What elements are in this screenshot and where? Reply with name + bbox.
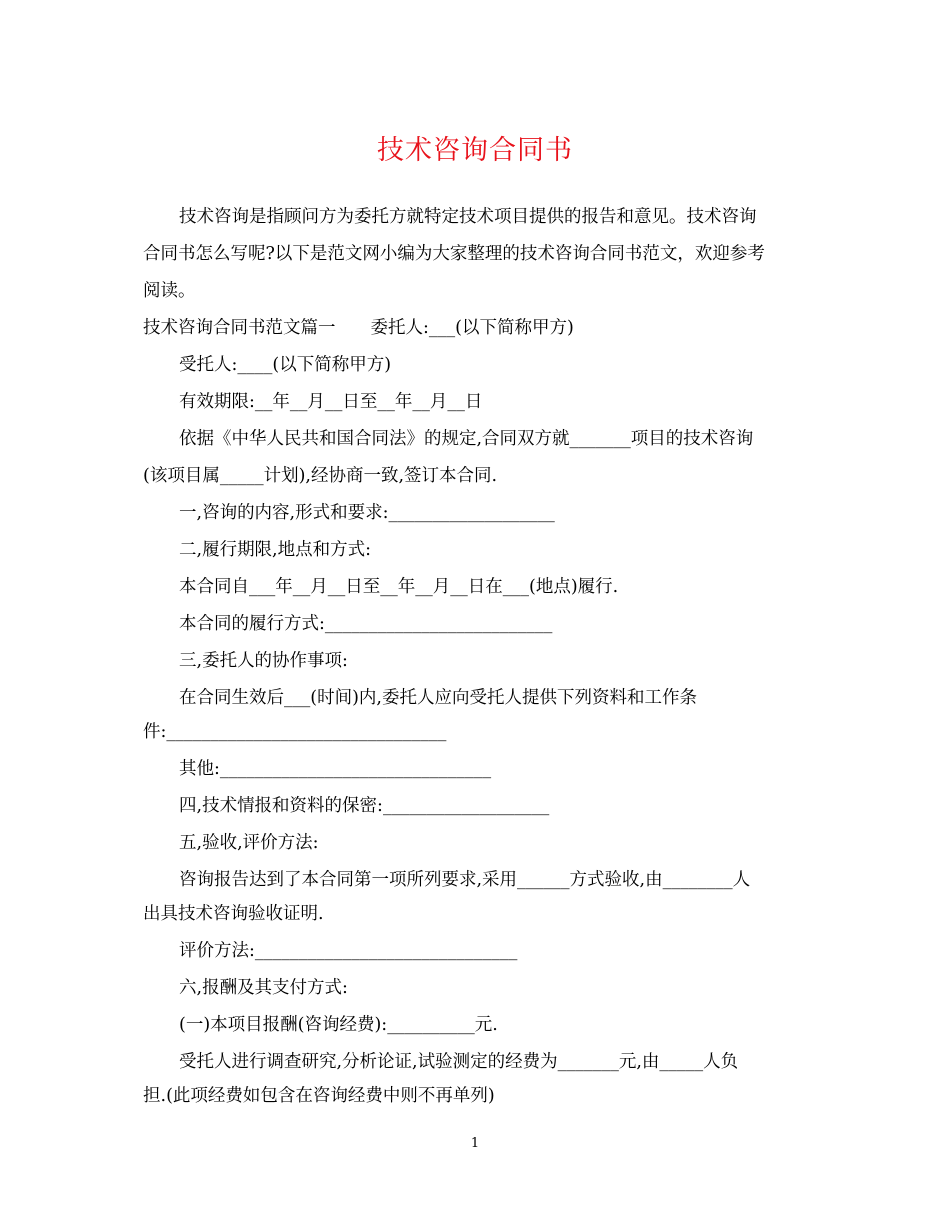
clause-2-period: 本合同自___年__月__日至__年__月__日在___(地点)履行. <box>179 577 619 597</box>
clause-5-line-2: 出具技术咨询验收证明. <box>143 904 324 924</box>
intro-line-1: 技术咨询是指顾问方为委托方就特定技术项目提供的报告和意见。技术咨询 <box>179 207 757 227</box>
clause-3-other: 其他:_______________________________ <box>179 759 492 779</box>
section-heading-client: 技术咨询合同书范文篇一 委托人:___(以下简称甲方) <box>143 318 574 338</box>
contractor-line: 受托人:____(以下简称甲方) <box>179 355 392 375</box>
evaluation-method-line: 评价方法:______________________________ <box>179 941 518 961</box>
clause-3-line-1: 在合同生效后___(时间)内,委托人应向受托人提供下列资料和工作条 <box>179 688 697 708</box>
legal-basis-line-1: 依据《中华人民共和国合同法》的规定,合同双方就_______项目的技术咨询 <box>179 429 754 449</box>
clause-2-method: 本合同的履行方式:__________________________ <box>179 614 553 634</box>
document-title: 技术咨询合同书 <box>377 135 573 166</box>
clause-5-line-1: 咨询报告达到了本合同第一项所列要求,采用______方式验收,由________人 <box>179 870 751 890</box>
clause-1-content: 一,咨询的内容,形式和要求:___________________ <box>179 503 555 523</box>
clause-5-heading: 五,验收,评价方法: <box>179 833 319 853</box>
clause-6-expense-line-1: 受托人进行调查研究,分析论证,试验测定的经费为_______元,由_____人负 <box>179 1052 739 1072</box>
clause-6-fee-line: (一)本项目报酬(咨询经费):__________元. <box>179 1015 498 1035</box>
legal-basis-line-2: (该项目属_____计划),经协商一致,签订本合同. <box>143 466 498 486</box>
clause-6-expense-line-2: 担.(此项经费如包含在咨询经费中则不再单列) <box>143 1086 495 1106</box>
clause-4-confidentiality: 四,技术情报和资料的保密:___________________ <box>179 796 550 816</box>
clause-3-heading: 三,委托人的协作事项: <box>179 651 348 671</box>
clause-2-heading: 二,履行期限,地点和方式: <box>179 540 372 560</box>
intro-line-3: 阅读。 <box>143 281 196 301</box>
page-number: 1 <box>470 1136 480 1151</box>
clause-6-heading: 六,报酬及其支付方式: <box>179 978 348 998</box>
validity-period-line: 有效期限:__年__月__日至__年__月__日 <box>179 392 483 412</box>
clause-3-line-2: 件:________________________________ <box>143 722 447 742</box>
intro-line-2: 合同书怎么写呢?以下是范文网小编为大家整理的技术咨询合同书范文，欢迎参考 <box>143 244 765 264</box>
